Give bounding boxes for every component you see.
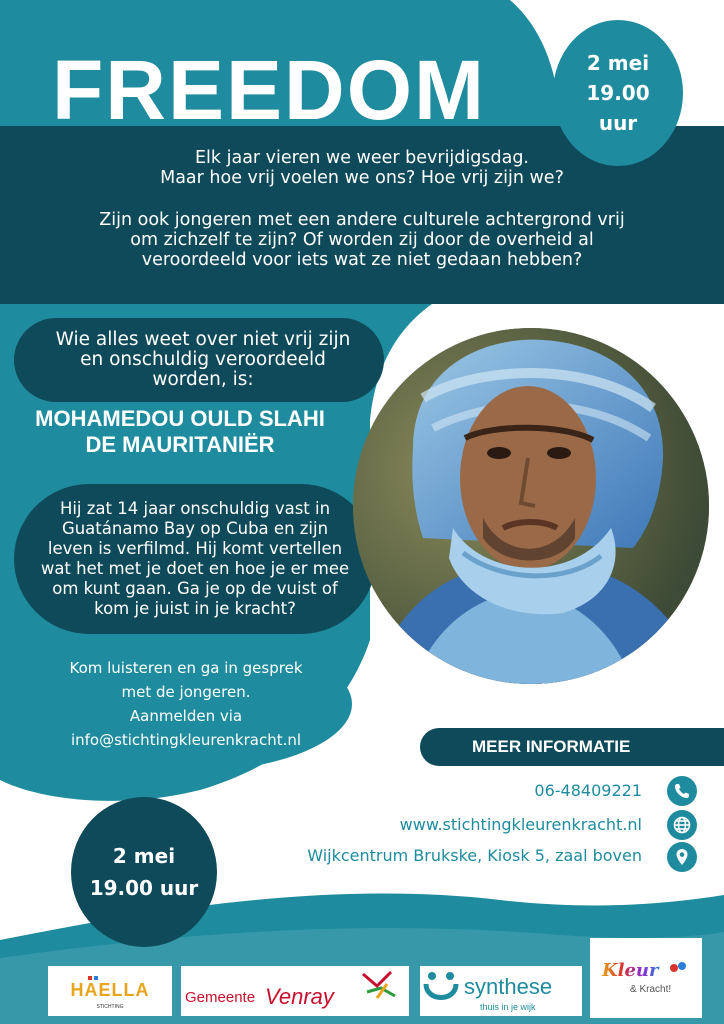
story-line: Hij zat 14 jaar onschuldig vast in xyxy=(59,499,331,518)
synthese-logo-text: synthese xyxy=(464,974,553,999)
more-info-header: MEER INFORMATIE xyxy=(420,728,724,766)
story-pill xyxy=(14,484,376,634)
venray-name-text: Venray xyxy=(265,984,334,1009)
kracht-logo-text: & Kracht! xyxy=(630,984,672,995)
speaker-intro-line: Wie alles weet over niet vrij zijn xyxy=(55,329,351,350)
speaker-name-line: MOHAMEDOU OULD SLAHI xyxy=(35,406,325,431)
signup-email-link[interactable]: info@stichtingkleurenkracht.nl xyxy=(70,731,302,749)
intro-line: veroordeeld voor iets wat ze niet gedaan hebben? xyxy=(141,250,583,270)
speaker-intro-line: worden, is: xyxy=(152,369,254,390)
signup-line: met de jongeren. xyxy=(121,683,251,701)
location-text: Wijkcentrum Brukske, Kiosk 5, zaal boven xyxy=(307,846,642,865)
speaker-intro-pill xyxy=(14,318,384,402)
venray-prefix-text: Gemeente xyxy=(185,989,256,1006)
time-unit-text: uur xyxy=(598,111,638,135)
phone-number[interactable]: 06-48409221 xyxy=(534,781,642,800)
phone-icon xyxy=(667,776,697,806)
date-badge-top xyxy=(553,20,683,166)
speaker-portrait xyxy=(353,328,709,684)
synthese-logo-subtext: thuis in je wijk xyxy=(480,1002,536,1012)
website-link[interactable]: www.stichtingkleurenkracht.nl xyxy=(399,815,642,834)
story-line: kom je juist in je kracht? xyxy=(94,599,296,618)
intro-line: om zichzelf te zijn? Of worden zij door de overheid al xyxy=(130,230,594,250)
speaker-name-line: DE MAURITANIËR xyxy=(85,432,275,457)
globe-icon xyxy=(667,810,697,840)
date-text: 2 mei xyxy=(586,51,650,75)
synthese-logo xyxy=(420,966,582,1016)
speaker-intro-line: en onschuldig veroordeeld xyxy=(80,349,326,370)
time-text: 19.00 xyxy=(586,81,650,105)
event-title: FREEDOM xyxy=(52,43,486,137)
intro-line: Zijn ook jongeren met een andere culturele achtergrond vrij xyxy=(99,210,625,230)
signup-pill xyxy=(20,636,352,772)
date-text: 2 mei xyxy=(112,844,176,868)
story-line: wat het met je doet en hoe je er mee xyxy=(40,559,350,578)
signup-line: Aanmelden via xyxy=(129,707,243,725)
intro-text xyxy=(0,148,724,270)
haella-logo-subtext: STICHTING xyxy=(96,1004,124,1010)
gemeente-venray-logo xyxy=(181,966,409,1016)
map-pin-icon xyxy=(667,842,697,872)
intro-line: Maar hoe vrij voelen we ons? Hoe vrij zijn we? xyxy=(160,168,564,188)
kleur-logo-text: Kleur xyxy=(602,960,659,981)
story-line: leven is verfilmd. Hij komt vertellen xyxy=(47,539,343,558)
speaker-name xyxy=(0,406,360,458)
kleur-en-kracht-logo xyxy=(590,938,702,1018)
intro-line: Elk jaar vieren we weer bevrijdigsdag. xyxy=(195,148,529,168)
haella-logo-text: HAELLA xyxy=(70,980,150,1000)
date-badge-bottom xyxy=(71,797,217,947)
time-text: 19.00 uur xyxy=(89,876,199,900)
story-line: Guatánamo Bay op Cuba en zijn xyxy=(61,519,329,538)
haella-logo xyxy=(48,966,172,1016)
story-line: om kunt gaan. Ga je op de vuist of xyxy=(52,579,338,598)
signup-line: Kom luisteren en ga in gesprek xyxy=(69,659,303,677)
